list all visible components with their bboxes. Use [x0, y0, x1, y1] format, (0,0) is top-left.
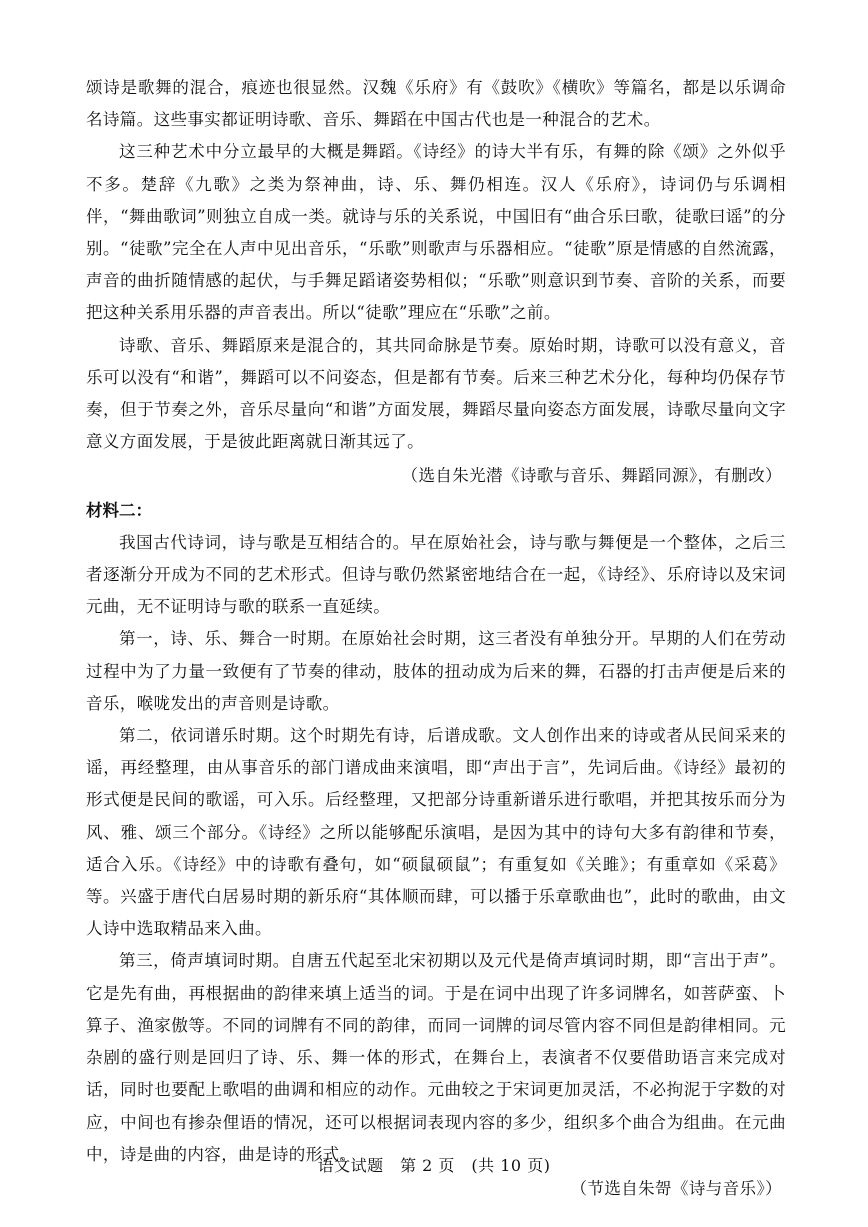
page-footer: 语文试题 第 2 页 (共 10 页): [317, 1156, 551, 1175]
material2-paragraph-4: 第三，倚声填词时期。自唐五代起至北宋初期以及元代是倚声填词时期，即“言出于声”。它是先有曲，再根据曲的韵律来填上适当的词。于是在词中出现了许多词牌名，如菩萨蛮、卜算子、渔家傲等。不同的词牌有不同的韵律，而同一词牌的词尽管内容不同但是韵律相同。元杂剧的盛行则是回归了诗、乐、舞一体的形式，在舞台上，表演者不仅要借助语言来完成对话，同时也要配上歌唱的曲调和相应的动作。元曲较之于宋词更加灵活，不必拘泥于字数的对应，中间也有掺杂俚语的情况，还可以根据词表现内容的多少，组织多个曲合为组曲。在元曲中，诗是曲的内容，曲是诗的形式。: [86, 951, 786, 1164]
material1-paragraph-1: 颂诗是歌舞的混合，痕迹也很显然。汉魏《乐府》有《鼓吹》《横吹》等篇名，都是以乐调命名诗篇。这些事实都证明诗歌、音乐、舞蹈在中国古代也是一种混合的艺术。: [86, 78, 786, 130]
material2-paragraph-2: 第一，诗、乐、舞合一时期。在原始社会时期，这三者没有单独分开。早期的人们在劳动过程中为了力量一致便有了节奏的律动，肢体的扭动成为后来的舞，石器的打击声便是后来的音乐，喉咙发出的声音则是诗歌。: [86, 629, 786, 713]
material2-paragraph-1: 我国古代诗词，诗与歌是互相结合的。早在原始社会，诗与歌与舞便是一个整体，之后三者逐渐分开成为不同的艺术形式。但诗与歌仍然紧密地结合在一起，《诗经》、乐府诗以及宋词元曲，无不证明诗与歌的联系一直延续。: [86, 532, 786, 617]
material1-paragraph-3: 诗歌、音乐、舞蹈原来是混合的，其共同命脉是节奏。原始时期，诗歌可以没有意义，音乐可以没有“和谐”，舞蹈可以不问姿态，但是都有节奏。后来三种艺术分化，每种均仍保存节奏，但于节奏之外，音乐尽量向“和谐”方面发展，舞蹈尽量向姿态方面发展，诗歌尽量向文字意义方面发展，于是彼此距离就日渐其远了。: [86, 335, 786, 452]
material1-source: （选自朱光潜《诗歌与音乐、舞蹈同源》，有删改）: [401, 466, 782, 486]
material2-source: （节选自朱哿《诗与音乐》）: [570, 1178, 782, 1198]
material2-label: 材料二：: [86, 500, 152, 520]
page-content: [86, 72, 786, 1205]
material2-paragraph-3: 第二，依词谱乐时期。这个时期先有诗，后谱成歌。文人创作出来的诗或者从民间采来的谣，再经整理，由从事音乐的部门谱成曲来演唱，即“声出于言”，先词后曲。《诗经》最初的形式便是民间的歌谣，可入乐。后经整理，又把部分诗重新谱乐进行歌唱，并把其按乐而分为风、雅、颂三个部分。《诗经》之所以能够配乐演唱，是因为其中的诗句大多有韵律和节奏，适合入乐。《诗经》中的诗歌有叠句，如“硕鼠硕鼠”；有重复如《关雎》；有重章如《采葛》等。兴盛于唐代白居易时期的新乐府“其体顺而肆，可以播于乐章歌曲也”，此时的歌曲，由文人诗中选取精品来入曲。: [86, 726, 786, 939]
material1-paragraph-2: 这三种艺术中分立最早的大概是舞蹈。《诗经》的诗大半有乐，有舞的除《颂》之外似乎不多。楚辞《九歌》之类为祭神曲，诗、乐、舞仍相连。汉人《乐府》，诗词仍与乐调相伴，“舞曲歌词”则独立自成一类。就诗与乐的关系说，中国旧有“曲合乐曰歌，徒歌曰谣”的分别。“徒歌”完全在人声中见出音乐，“乐歌”则歌声与乐器相应。“徒歌”原是情感的自然流露，声音的曲折随情感的起伏，与手舞足蹈诸姿势相似；“乐歌”则意识到节奏、音阶的关系，而要把这种关系用乐器的声音表出。所以“徒歌”理应在“乐歌”之前。: [86, 142, 786, 323]
